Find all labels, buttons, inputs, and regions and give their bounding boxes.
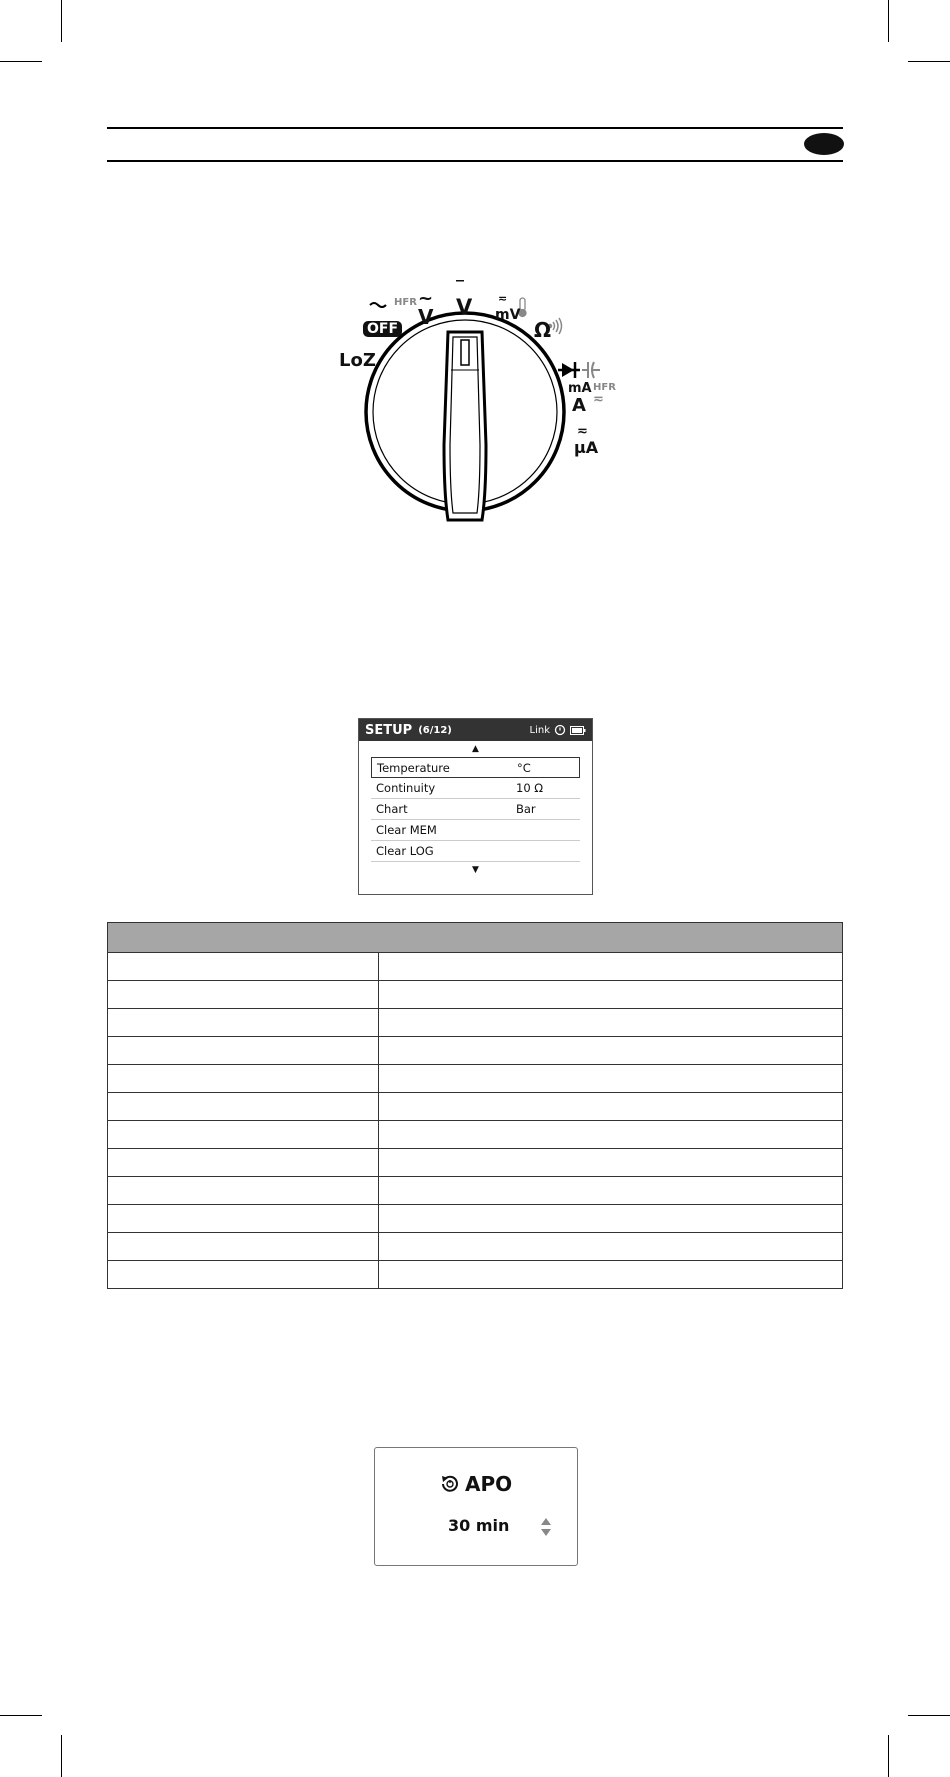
rotary-dial	[330, 277, 630, 535]
crop-mark	[61, 0, 62, 42]
capacitor-icon	[582, 362, 600, 378]
header-rule-top	[107, 127, 843, 129]
settings-table	[107, 922, 843, 1289]
setup-row-label: Clear LOG	[376, 844, 434, 858]
dial-a-label: A	[572, 395, 586, 416]
table-cell-param	[108, 1149, 379, 1177]
dial-hfr-label: HFR	[394, 297, 417, 308]
table-row	[108, 1233, 843, 1261]
setup-row-label: Chart	[376, 802, 408, 816]
table-cell-description	[379, 1233, 843, 1261]
table-row	[108, 1177, 843, 1205]
dial-ua-label: µA	[574, 438, 599, 457]
crop-mark	[888, 1735, 889, 1777]
setup-row-value: °C	[517, 760, 531, 775]
table-row	[108, 1037, 843, 1065]
setup-row-clear-log[interactable]	[371, 841, 580, 862]
setup-row-continuity[interactable]	[371, 778, 580, 799]
table-cell-param	[108, 1233, 379, 1261]
header-rule-bottom	[107, 160, 843, 162]
dial-v-dc-label: V	[456, 295, 473, 319]
table-cell-param	[108, 953, 379, 981]
table-header-cell	[108, 923, 843, 953]
table-cell-param	[108, 1093, 379, 1121]
table-cell-param	[108, 1121, 379, 1149]
setup-screen	[358, 718, 593, 895]
table-row	[108, 1149, 843, 1177]
dial-loz-label: LoZ	[339, 350, 376, 371]
table-row	[108, 1009, 843, 1037]
setup-row-value: Bar	[516, 802, 536, 816]
table-row	[108, 1205, 843, 1233]
crop-mark	[908, 61, 950, 62]
apo-title: APO	[465, 1472, 513, 1496]
setup-header	[359, 719, 592, 741]
table-cell-description	[379, 1149, 843, 1177]
apo-timer-icon	[554, 724, 566, 736]
dial-mv-acdc: ≂	[498, 292, 508, 305]
table-row	[108, 1121, 843, 1149]
apo-screen	[374, 1447, 578, 1566]
apo-value: 30 min	[448, 1516, 510, 1535]
table-cell-description	[379, 1177, 843, 1205]
table-cell-param	[108, 1009, 379, 1037]
setup-page-indicator: (6/12)	[418, 724, 452, 736]
table-cell-param	[108, 1065, 379, 1093]
dial-v-ac-wave: ~	[418, 288, 434, 309]
table-cell-description	[379, 1093, 843, 1121]
dial-ua-acdc: ≂	[577, 424, 588, 439]
setup-status-icons	[530, 724, 586, 736]
dial-mv-label: mV	[495, 307, 521, 323]
setup-row-chart[interactable]	[371, 799, 580, 820]
table-row	[108, 953, 843, 981]
setup-row-temperature[interactable]	[371, 757, 580, 778]
crop-mark	[0, 61, 42, 62]
ac-mark-icon	[370, 303, 386, 307]
apo-timer-icon	[439, 1473, 461, 1495]
table-header-row	[108, 923, 843, 953]
setup-row-clear-mem[interactable]	[371, 820, 580, 841]
diode-icon	[558, 362, 580, 378]
table-cell-description	[379, 1121, 843, 1149]
dial-a-hfr-label: HFR	[593, 382, 616, 393]
table-cell-description	[379, 953, 843, 981]
table-cell-param	[108, 1037, 379, 1065]
setup-row-label: Temperature	[377, 760, 450, 775]
setup-title: SETUP	[365, 722, 413, 738]
dial-off-label: OFF	[363, 321, 402, 337]
table-cell-description	[379, 1205, 843, 1233]
table-row	[108, 1065, 843, 1093]
table-cell-description	[379, 1009, 843, 1037]
table-row	[108, 1093, 843, 1121]
crop-mark	[61, 1735, 62, 1777]
table-cell-description	[379, 1065, 843, 1093]
dial-ma-label: mA	[568, 381, 592, 396]
table-row	[108, 981, 843, 1009]
up-down-stepper-icon[interactable]	[540, 1516, 552, 1538]
table-cell-param	[108, 1205, 379, 1233]
setup-row-value: 10 Ω	[516, 781, 544, 795]
dial-ohm-label: Ω	[534, 318, 552, 342]
battery-icon	[570, 726, 586, 735]
table-cell-param	[108, 1177, 379, 1205]
page-badge	[804, 133, 844, 155]
link-label: Link	[529, 724, 550, 736]
crop-mark	[0, 1715, 42, 1716]
scroll-down-arrow-icon[interactable]: ▼	[472, 865, 479, 875]
scroll-up-arrow-icon[interactable]: ▲	[472, 744, 479, 754]
table-cell-description	[379, 1261, 843, 1289]
table-cell-param	[108, 1261, 379, 1289]
setup-row-label: Clear MEM	[376, 823, 437, 837]
table-cell-param	[108, 981, 379, 1009]
table-cell-description	[379, 1037, 843, 1065]
table-body	[108, 953, 843, 1289]
crop-mark	[908, 1715, 950, 1716]
dial-v-ac-label: V	[418, 305, 434, 329]
dial-v-dc-bar: ‾	[456, 277, 464, 296]
dial-a-acdc: ≂	[593, 392, 604, 407]
setup-row-label: Continuity	[376, 781, 436, 795]
apo-title-group	[439, 1472, 512, 1496]
crop-mark	[888, 0, 889, 42]
table-row	[108, 1261, 843, 1289]
table-cell-description	[379, 981, 843, 1009]
